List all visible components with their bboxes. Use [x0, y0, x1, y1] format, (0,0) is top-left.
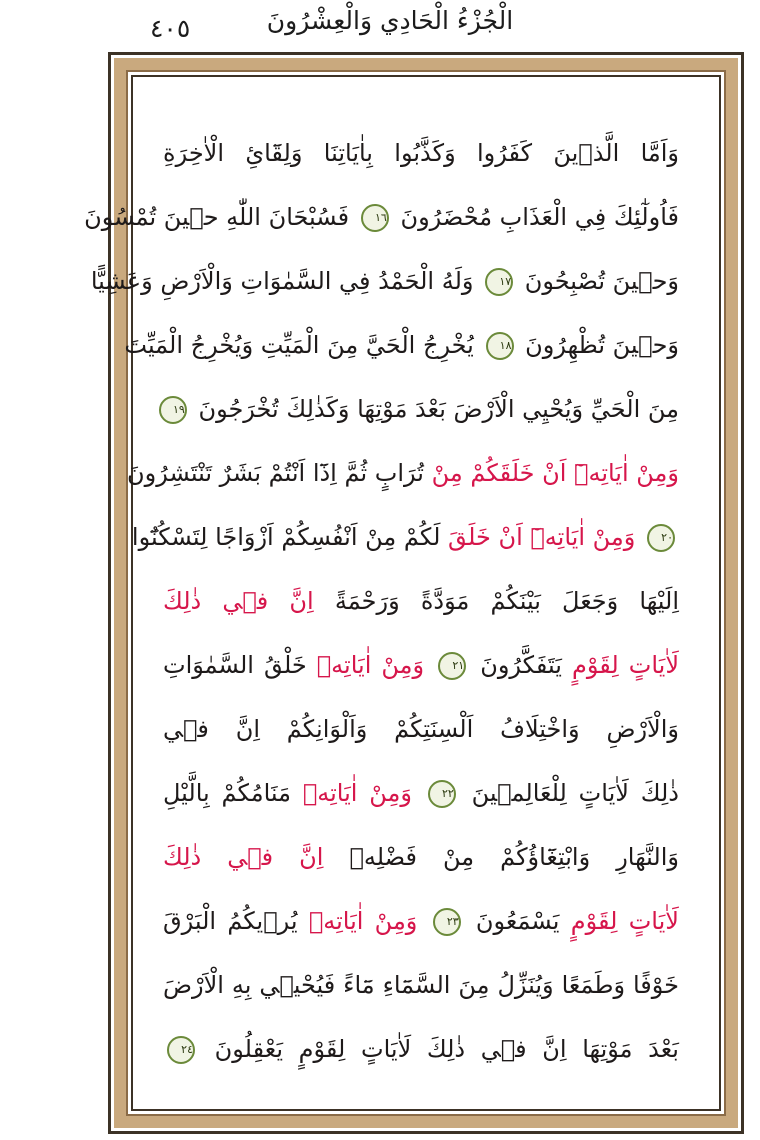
verse-line: [163, 825, 679, 889]
verse-text: يَتَفَكَّرُونَ: [480, 651, 562, 679]
verse-text: وَاَمَّا الَّذٖينَ كَفَرُوا وَكَذَّبُوا بِاٰيَاتِنَا وَلِقَٓائِ الْاٰخِرَةِ: [163, 139, 679, 167]
verse-text: فَاُولٰٓئِكَ فِي الْعَذَابِ مُحْضَرُونَ: [400, 203, 679, 231]
verse-text: وَلَهُ الْحَمْدُ فِي السَّمٰوَاتِ وَالْاَرْضِ وَعَشِيًّا: [90, 267, 474, 295]
highlighted-verse-text: وَمِنْ اٰيَاتِهٖ: [302, 779, 412, 807]
verse-line: [163, 1017, 679, 1081]
verse-line: [163, 633, 679, 697]
verse-line: [163, 377, 679, 441]
verse-text: خَوْفًا وَطَمَعًا وَيُنَزِّلُ مِنَ السَّمَٓاءِ مَٓاءً فَيُحْيٖي بِهِ الْاَرْضَ: [163, 971, 679, 999]
verse-text: ذٰلِكَ لَاٰيَاتٍ لِلْعَالِمٖينَ: [471, 779, 679, 807]
highlighted-verse-text: وَمِنْ اٰيَاتِهٖ: [308, 907, 418, 935]
highlighted-verse-text: لَاٰيَاتٍ لِقَوْمٍ: [570, 907, 679, 935]
ayah-number-marker: ٢٢: [428, 780, 456, 808]
verse-text: مِنَ الْحَيِّ وَيُحْيِي الْاَرْضَ بَعْدَ مَوْتِهَا وَكَذٰلِكَ تُخْرَجُونَ: [198, 395, 679, 423]
highlighted-verse-text: اِنَّ فٖي ذٰلِكَ: [163, 843, 324, 871]
verse-line: [163, 697, 679, 761]
verse-line: [131, 505, 679, 569]
verse-line: [127, 441, 679, 505]
verse-text: وَالْاَرْضِ وَاخْتِلَافُ اَلْسِنَتِكُمْ وَاَلْوَانِكُمْ اِنَّ فٖي: [163, 715, 679, 743]
verse-line: [163, 889, 679, 953]
verse-text: لَكُمْ مِنْ اَنْفُسِكُمْ اَزْوَاجًا لِتَسْكُنُٓوا: [131, 523, 441, 551]
verse-text: وَالنَّهَارِ وَابْتِغَٓاؤُكُمْ مِنْ فَضْلِهٖ: [349, 843, 679, 871]
ayah-number-marker: ٢٠: [647, 524, 675, 552]
verse-line: [163, 953, 679, 1017]
verse-line: [163, 569, 679, 633]
verse-text: يُخْرِجُ الْحَيَّ مِنَ الْمَيِّتِ وَيُخْرِجُ الْمَيِّتَ: [124, 331, 474, 359]
highlighted-verse-text: لَاٰيَاتٍ لِقَوْمٍ: [572, 651, 680, 679]
verse-text: فَسُبْحَانَ اللّٰهِ حٖينَ تُمْسُونَ: [84, 203, 350, 231]
verse-text: يُرٖيكُمُ الْبَرْقَ: [163, 907, 298, 935]
verse-text: بَعْدَ مَوْتِهَا اِنَّ فٖي ذٰلِكَ لَاٰيَاتٍ لِقَوْمٍ يَعْقِلُونَ: [214, 1035, 679, 1063]
ayah-number-marker: ٢٣: [433, 908, 461, 936]
verse-text: يَسْمَعُونَ: [475, 907, 560, 935]
verse-text: مَنَامُكُمْ بِالَّيْلِ: [163, 779, 292, 807]
text-panel: [84, 75, 721, 1111]
verse-line: [90, 249, 679, 313]
page-header: [0, 0, 760, 52]
ayah-number-marker: ١٧: [485, 268, 513, 296]
page-number: ٤٠٥: [150, 14, 191, 43]
verse-text: وَحٖينَ تُظْهِرُونَ: [525, 331, 679, 359]
ayah-number-marker: ٢١: [438, 652, 466, 680]
highlighted-verse-text: وَمِنْ اٰيَاتِهٖٓ اَنْ خَلَقَكُمْ مِنْ: [431, 459, 679, 487]
verse-line: [163, 761, 679, 825]
highlighted-verse-text: اِنَّ فٖي ذٰلِكَ: [163, 587, 314, 615]
page-frame: [84, 52, 744, 1134]
highlighted-verse-text: وَمِنْ اٰيَاتِهٖٓ اَنْ خَلَقَ: [448, 523, 636, 551]
ayah-number-marker: ١٩: [159, 396, 187, 424]
verse-text: تُرَابٍ ثُمَّ اِذَٓا اَنْتُمْ بَشَرٌ تَنْتَشِرُونَ: [127, 459, 424, 487]
ayah-number-marker: ١٦: [361, 204, 389, 232]
verse-text-block: [84, 121, 680, 1081]
ayah-number-marker: ١٨: [486, 332, 514, 360]
verse-line: [84, 185, 679, 249]
verse-line: [163, 121, 679, 185]
highlighted-verse-text: وَمِنْ اٰيَاتِهٖ: [316, 651, 425, 679]
verse-line: [124, 313, 679, 377]
ayah-number-marker: ٢٤: [167, 1036, 195, 1064]
juz-title: الْجُزْءُ الْحَادِي وَالْعِشْرُونَ: [266, 6, 514, 35]
verse-text: خَلْقُ السَّمٰوَاتِ: [163, 651, 307, 679]
verse-text: اِلَيْهَا وَجَعَلَ بَيْنَكُمْ مَوَدَّةً وَرَحْمَةً: [334, 587, 679, 615]
verse-text: وَحٖينَ تُصْبِحُونَ: [524, 267, 679, 295]
